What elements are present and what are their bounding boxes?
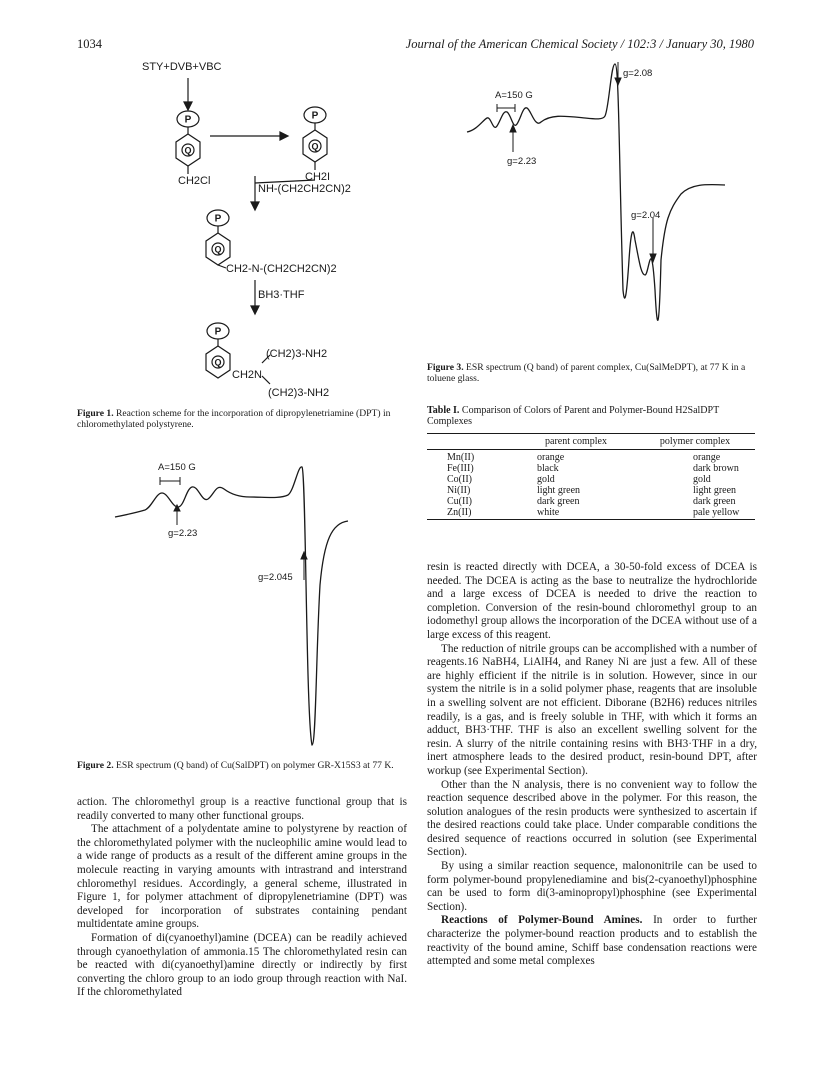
figure-2-caption [77,760,407,771]
reagent-amine: NH-(CH2CH2CN)2 [258,183,351,195]
reagents-top: STY+DVB+VBC [142,61,222,73]
product-nitrile: CH2-N-(CH2CH2CN)2 [226,263,337,275]
figure-2-label: Figure 2. [77,760,114,771]
figure-1-caption [77,408,405,430]
paragraph: The reduction of nitrile groups can be accomplished with a number of reagents.16 NaBH4, LiAlH4, and Raney Ni are just a few. All of these are highly efficient if the nitrile is in solution. However, since in our system the nitrile is in a solid polymer phase, reagents that are insoluble in a swelling solvent are not efficient. Diborane (B2H6) reduces nitriles readily, is a gas, and is freely soluble in THF, with which it forms an adduct, BH3·THF. THF is also an excellent swelling solvent for the resin. A slurry of the nitrile containing resins with BH3·THF in a dry, inert atmosphere leads to the desired product, resin-bound DPT, after workup (see Experimental Section). [427,642,757,777]
table-cell: dark green [537,496,580,507]
ring-q-label: Q [214,357,222,368]
fig2-g1-label: g=2.23 [168,528,198,539]
fig2-a-label: A=150 G [158,462,196,473]
ring-q-label: Q [184,145,192,156]
figure-1-text: Reaction scheme for the incorporation of dipropylenetriamine (DPT) in chloromethylated polystyrene. [77,408,391,430]
ring-p-label: P [214,326,222,338]
table-row [427,474,755,485]
ring-p-label: P [184,114,192,126]
fig3-a-label: A=150 G [495,90,533,101]
figure-1-reaction-scheme [100,58,400,403]
table-cell: orange [537,452,565,463]
table-cell: dark brown [693,463,739,474]
ring-p-label: P [311,110,319,122]
fig3-g1-label: g=2.23 [507,156,537,167]
paragraph: Other than the N analysis, there is no convenient way to follow the reaction sequence described above in the polymer. For this reason, the solution analogues of the resin products were synthesized to ascertain if the desired reactions could take place. Under comparable conditions the desired sequence of reactions occurred in solution (see Experimental Section). [427,778,757,859]
table-1-label: Table I. [427,405,460,416]
table-cell: dark green [693,496,736,507]
figure-3-text: ESR spectrum (Q band) of parent complex, Cu(SalMeDPT), at 77 K in a toluene glass. [427,362,746,384]
paragraph: By using a similar reaction sequence, malononitrile can be used to form polymer-bound propylenediamine and bis(2-cyanoethyl)phosphine can be used to form di(3-aminopropyl)phosphine (see Experimental Section). [427,860,757,913]
table-cell: Co(II) [447,474,472,485]
table-cell: light green [693,485,737,496]
fig3-g3-label: g=2.04 [631,210,661,221]
table-row [427,485,755,496]
table-cell: Ni(II) [447,485,471,496]
right-column-text [427,561,757,969]
table-cell: Fe(III) [447,463,474,474]
table-cell: light green [537,485,581,496]
table-row [427,496,755,507]
table-cell: orange [693,452,721,463]
figure-3-caption [427,362,755,384]
amine-arm-lower: (CH2)3-NH2 [268,387,330,399]
paragraph: action. The chloromethyl group is a reactive functional group that is readily converted to many other functional groups. [77,796,407,822]
substituent-ch2i: CH2I [305,171,331,183]
figure-1-label: Figure 1. [77,408,114,419]
figure-3-label: Figure 3. [427,362,464,373]
table-row [427,463,755,474]
table-cell: Mn(II) [447,452,475,463]
running-header: Journal of the American Chemical Society / 102:3 / January 30, 1980 [405,37,754,51]
table-row [427,452,755,463]
fig2-g2-label: g=2.045 [258,572,293,583]
page-number: 1034 [77,37,102,51]
ring-q-label: Q [311,141,319,152]
table-cell: white [537,507,560,518]
section-text: In order to further characterize the polymer-bound reaction products and to establish the reactivity of the bound amine, Schiff base condensation reactions were attempted and some metal complexes [427,914,757,968]
table-1-body [427,452,755,518]
table-1 [427,433,755,520]
substituent-ch2cl: CH2Cl [178,175,211,187]
amine-arm-upper: (CH2)3-NH2 [266,348,328,360]
paragraph: The attachment of a polydentate amine to polystyrene by reaction of the chloromethylated polymer with the nucleophilic amine would lead to a wide range of products as a result of the different amine groups in the molecule reacting in varying amounts with intrastrand and interstrand chloromethyl residues. Accordingly, a general scheme, illustrated in Figure 1, for polymer attachment of dipropylenetriamine (DPT) was developed for incorporation of substrates containing pendant multidentate amine groups. [77,823,407,931]
figure-2-text: ESR spectrum (Q band) of Cu(SalDPT) on polymer GR-X15S3 at 77 K. [116,760,394,771]
ring-p-label: P [214,213,222,225]
paragraph: resin is reacted directly with DCEA, a 30-50-fold excess of DCEA is needed. The DCEA is acting as the base to neutralize the hydrochloride and a large excess of DCEA is needed to drive the reaction to completion. Conversion of the resin-bound chloromethyl group to an iodomethyl group allows the incorporation of the DCEA without use of a large excess of this reagent. [427,561,757,641]
table-cell: gold [693,474,711,485]
reagent-borane: BH3·THF [258,289,305,301]
table-header [427,434,517,449]
ring-q-label: Q [214,244,222,255]
figure-3-esr-spectrum [455,60,735,360]
table-cell: black [537,463,559,474]
table-1-title [427,405,755,427]
table-cell: Cu(II) [447,496,472,507]
fig3-g2-label: g=2.08 [623,68,653,79]
paragraph: Formation of di(cyanoethyl)amine (DCEA) can be readily achieved through cyanoethylation of ammonia.15 The chloromethylated resin can be reacted with di(cyanoethyl)amine directly or indirectly by first converting the chloro group to an iodo group through reaction with NaI. If the chloromethylated [77,931,407,999]
table-header: polymer complex [659,436,731,447]
table-cell: pale yellow [693,507,740,518]
table-row [427,507,755,518]
table-1-text: Comparison of Colors of Parent and Polymer-Bound H2SalDPT Complexes [427,405,720,427]
section-heading: Reactions of Polymer-Bound Amines. [441,914,643,927]
table-1-grid [427,434,755,449]
left-column-text [77,796,407,1000]
figure-2-esr-spectrum [100,455,360,755]
table-cell: gold [537,474,555,485]
table-header: parent complex [545,436,607,447]
paragraph [427,914,757,968]
amine-ch2n: CH2N [232,369,262,381]
table-cell: Zn(II) [447,507,472,518]
